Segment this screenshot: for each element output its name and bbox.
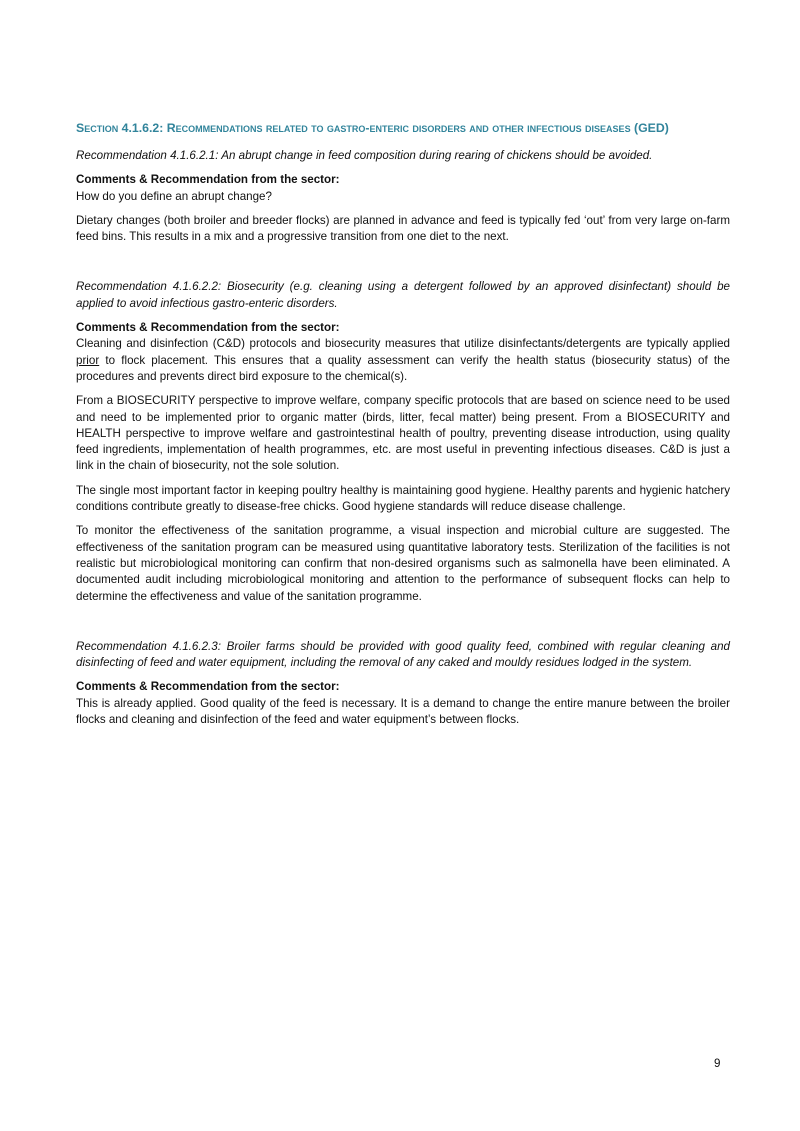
page-number: 9 (714, 1057, 721, 1070)
comment-paragraph: To monitor the effectiveness of the sanitation programme, a visual inspection and microbial culture are suggested. The effectiveness of the sanitation program can be measured using quantitative laboratory tests. Sterilization of the facilities is not realistic but microbiological monitoring can confirm that non-desired organisms such as salmonella have been eliminated. A documented audit including microbiological monitoring and attention to the performance of subsequent flocks can help to determine the effectiveness and value of the sanitation programme. (76, 524, 730, 603)
document-page (76, 120, 730, 736)
comment-paragraph: From a BIOSECURITY perspective to improve welfare, company specific protocols that are based on science need to be used and need to be implemented prior to organic matter (birds, litter, fecal matter) being present. From a BIOSECURITY and HEALTH perspective to improve welfare and gastrointestinal health of poultry, preventing disease introduction, using quality feed ingredients, implementation of health programmes, etc. are most useful in preventing infectious diseases. C&D is just a link in the chain of biosecurity, not the sole solution. (76, 394, 730, 473)
recommendation-2: Recommendation 4.1.6.2.2: Biosecurity (e.g. cleaning using a detergent followed by an approved disinfectant) should be applied to avoid infectious gastro-enteric disorders. (76, 280, 730, 310)
comment-paragraph: Dietary changes (both broiler and breeder flocks) are planned in advance and feed is typically fed ‘out’ from very large on-farm feed bins. This results in a mix and a progressive transition from one diet to the next. (76, 213, 730, 244)
recommendation-1: Recommendation 4.1.6.2.1: An abrupt change in feed composition during rearing of chickens should be avoided. (76, 149, 653, 162)
underlined-text: prior (76, 353, 100, 367)
text-run: to flock placement. This ensures that a quality assessment can verify the health status (biosecurity status) of the procedures and prevents direct bird exposure to the chemical(s). (76, 353, 730, 383)
comment-paragraph (76, 336, 730, 385)
comments-heading: Comments & Recommendation from the sector: (76, 680, 340, 694)
comment-paragraph: This is already applied. Good quality of the feed is necessary. It is a demand to change the entire manure between the broiler flocks and cleaning and disinfection of the feed and water equipment’s between flocks. (76, 696, 730, 727)
text-run: Cleaning and disinfection (C&D) protocols and biosecurity measures that utilize disinfectants/detergents are typically applied (76, 337, 730, 351)
comments-heading: Comments & Recommendation from the sector: (76, 321, 340, 335)
recommendation-3: Recommendation 4.1.6.2.3: Broiler farms should be provided with good quality feed, combined with regular cleaning and disinfecting of feed and water equipment, including the removal of any caked and mouldy residues lodged in the system. (76, 639, 730, 670)
comments-heading: Comments & Recommendation from the sector: (76, 173, 340, 187)
comment-paragraph: How do you define an abrupt change? (76, 189, 272, 203)
comment-paragraph: The single most important factor in keeping poultry healthy is maintaining good hygiene. Healthy parents and hygienic hatchery conditions contribute greatly to disease-free chicks. Good hygiene standards will reduce disease challenge. (76, 483, 730, 514)
section-heading: Section 4.1.6.2: Recommendations related to gastro-enteric disorders and other infectious diseases (GED) (76, 121, 669, 135)
